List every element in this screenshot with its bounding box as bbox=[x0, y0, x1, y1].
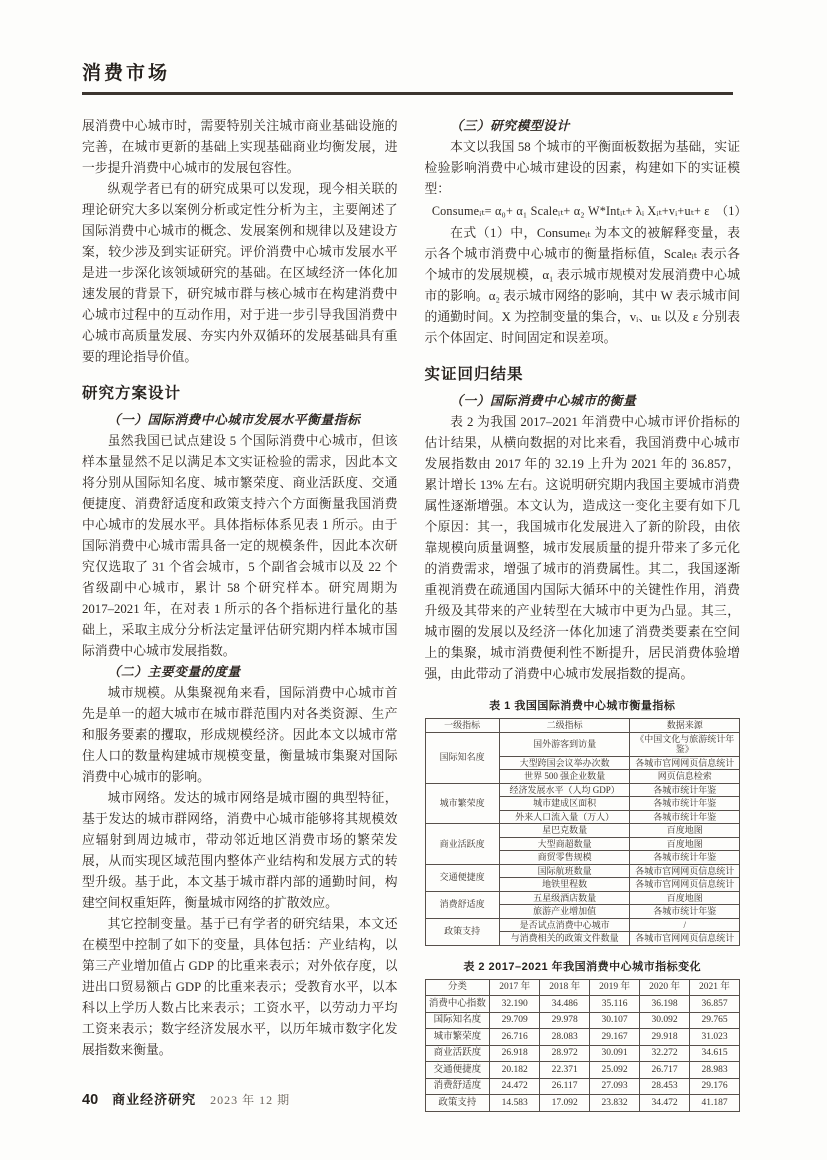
table-cell: 百度地图 bbox=[630, 837, 740, 851]
table-row bbox=[425, 891, 740, 905]
table-cell: 是否试点消费中心城市 bbox=[499, 918, 630, 932]
table-cell: 消费舒适度 bbox=[425, 891, 499, 918]
table-cell: 地铁里程数 bbox=[499, 878, 630, 892]
masthead-rule bbox=[82, 92, 733, 95]
table-row bbox=[425, 1029, 740, 1046]
table-header-cell: 2020 年 bbox=[640, 979, 690, 996]
index-change-table bbox=[425, 979, 741, 1112]
table-cell: 城市建成区面积 bbox=[499, 797, 630, 811]
table-cell: 各城市统计年鉴 bbox=[630, 783, 740, 797]
table-cell: 30.092 bbox=[640, 1012, 690, 1029]
table-cell: 31.023 bbox=[690, 1029, 740, 1046]
table-cell: 城市繁荣度 bbox=[425, 1029, 490, 1046]
table-cell: 国际航班数量 bbox=[499, 864, 630, 878]
paragraph-continuation: 展消费中心城市时，需要特别关注城市商业基础设施的完善，在城市更新的基础上实现基础商业均衡发展，进一步提升消费中心城市的发展包容性。 bbox=[82, 119, 398, 175]
table-cell: 34.615 bbox=[690, 1045, 740, 1062]
table-cell: 旅游产业增加值 bbox=[499, 905, 630, 919]
table-row bbox=[425, 1062, 740, 1079]
table-cell: 各城市统计年鉴 bbox=[630, 905, 740, 919]
table-cell: 各城市官网网页信息统计 bbox=[630, 878, 740, 892]
paragraph-model-intro: 本文以我国 58 个城市的平衡面板数据为基础，实证检验影响消费中心城市建设的因素，构建如下的实证模型： bbox=[424, 140, 740, 196]
table1-caption: 表 1 我国国际消费中心城市衡量指标 bbox=[489, 700, 676, 712]
footer-issue: 2023 年 12 期 bbox=[210, 1093, 291, 1107]
paragraph-city-network: 城市网络。发达的城市网络是城市圈的典型特征，基于发达的城市群网络，消费中心城市能够将其规模效应辐射到周边城市，带动邻近地区消费市场的繁荣发展，从而实现区域范围内整体产业结构和发展方式的转型升级。基于此，本文基于城市群内部的通勤时间，构建空间权重矩阵，衡量城市网络的扩散效应。 bbox=[82, 791, 398, 910]
table-cell: 29.176 bbox=[690, 1078, 740, 1095]
table-header-cell: 2018 年 bbox=[540, 979, 590, 996]
table-cell: 34.486 bbox=[540, 996, 590, 1013]
footer-journal-name: 商业经济研究 bbox=[112, 1092, 197, 1107]
table-cell: 城市繁荣度 bbox=[425, 783, 499, 824]
table-header-cell: 数据来源 bbox=[630, 719, 740, 733]
table-cell: 24.472 bbox=[490, 1078, 540, 1095]
table-cell: 23.832 bbox=[590, 1095, 640, 1112]
table-header-cell: 一级指标 bbox=[425, 719, 499, 733]
table-cell: 29.978 bbox=[540, 1012, 590, 1029]
table-cell: 41.187 bbox=[690, 1095, 740, 1112]
table-cell: 国际知名度 bbox=[425, 732, 499, 783]
table-cell: 14.583 bbox=[490, 1095, 540, 1112]
table-header-cell: 2021 年 bbox=[690, 979, 740, 996]
table-cell: 消费中心指数 bbox=[425, 996, 490, 1013]
table-cell: 五星级酒店数量 bbox=[499, 891, 630, 905]
table-cell: 商业活跃度 bbox=[425, 1045, 490, 1062]
table-row bbox=[425, 824, 740, 838]
table-cell: 32.272 bbox=[640, 1045, 690, 1062]
table-cell: 政策支持 bbox=[425, 1095, 490, 1112]
table-cell: 交通便捷度 bbox=[425, 1062, 490, 1079]
table-cell: 百度地图 bbox=[630, 824, 740, 838]
table-cell: 20.182 bbox=[490, 1062, 540, 1079]
table-cell: 25.092 bbox=[590, 1062, 640, 1079]
table-header-cell: 分类 bbox=[425, 979, 490, 996]
table-cell: 各城市统计年鉴 bbox=[630, 810, 740, 824]
table-cell: 各城市官网网页信息统计 bbox=[630, 864, 740, 878]
table-cell: 各城市官网网页信息统计 bbox=[630, 756, 740, 770]
table-header-cell: 2019 年 bbox=[590, 979, 640, 996]
subsection-heading-4: （一）国际消费中心城市的衡量 bbox=[450, 394, 637, 408]
table-cell: 商贸零售规模 bbox=[499, 851, 630, 865]
table-cell: 36.857 bbox=[690, 996, 740, 1013]
table-row bbox=[425, 996, 740, 1013]
table-cell: 星巴克数量 bbox=[499, 824, 630, 838]
paragraph-overview: 纵观学者已有的研究成果可以发现，现今相关联的理论研究大多以案例分析或定性分析为主，主要阐述了国际消费中心城市的概念、发展案例和规律以及建设方案，较少涉及到实证研究。评价消费中心城市发展水平是进一步深化该领域研究的基础。在区域经济一体化加速发展的背景下，研究城市群与核心城市在构建消费中心城市过程中的互动作用，对于进一步引导我国消费中心城市高质量发展、夯实内外双循环的发展基础具有重要的理论指导价值。 bbox=[82, 182, 398, 364]
table-cell: 30.107 bbox=[590, 1012, 640, 1029]
table-cell: 交通便捷度 bbox=[425, 864, 499, 891]
section-heading-empirical-results: 实证回归结果 bbox=[424, 366, 524, 383]
table-cell: 29.918 bbox=[640, 1029, 690, 1046]
right-column bbox=[424, 116, 747, 1112]
paragraph-model-explain: 在式（1）中，Consumeᵢₜ 为本文的被解释变量，表示各个城市消费中心城市的衡量指标值，Scaleᵢₜ 表示各个城市的发展规模，α₁ 表示城市规模对发展消费中心城市的影响。α₂ 表示城市网络的影响，其中 W 表示城市间的通勤时间。X 为控制变量的集合，vᵢ、uₜ 以及 ε 分别表示个体固定、时间固定和误差项。 bbox=[424, 226, 740, 345]
table-cell: 26.717 bbox=[640, 1062, 690, 1079]
table-row bbox=[425, 1095, 740, 1112]
table-cell: 35.116 bbox=[590, 996, 640, 1013]
table-cell: 26.117 bbox=[540, 1078, 590, 1095]
table-cell: 大型商超数量 bbox=[499, 837, 630, 851]
table-cell: 28.083 bbox=[540, 1029, 590, 1046]
table-cell: 消费舒适度 bbox=[425, 1078, 490, 1095]
table-cell: 政策支持 bbox=[425, 918, 499, 945]
paragraph-city-scale: 城市规模。从集聚视角来看，国际消费中心城市首先是单一的超大城市在城市群范围内对各类资源、生产和服务要素的攫取，形成规模经济。因此本文以城市常住人口的数量构建城市规模变量，衡量城市集聚对国际消费中心城市的影响。 bbox=[82, 686, 398, 784]
table2-caption: 表 2 2017–2021 年我国消费中心城市指标变化 bbox=[463, 960, 702, 973]
table-row bbox=[425, 783, 740, 797]
paragraph-results: 表 2 为我国 2017–2021 年消费中心城市评价指标的估计结果，从横向数据的对比来看，我国消费中心城市发展指数由 2017 年的 32.19 上升为 2021 年的 36.857，累计增长 13% 左右。这说明研究期内我国主要城市消费属性逐渐增强。本文认为，造成这一变化主要有如下几个原因：其一，我国城市化发展进入了新的阶段，由依靠规模向质量调整，城市发展质量的提升带来了多元化的消费需求，增强了城市的消费属性。其二，我国逐渐重视消费在疏通国内国际大循环中的关键性作用，消费升级及其带来的产业转型在大城市中更为凸显。其三，城市圈的发展以及经济一体化加速了消费类要素在空间上的集聚，城市消费便利性不断提升，居民消费体验增强，由此带动了消费中心城市发展指数的提高。 bbox=[424, 415, 740, 681]
table-cell: 27.093 bbox=[590, 1078, 640, 1095]
table-cell: 世界 500 强企业数量 bbox=[499, 770, 630, 784]
table-cell: 各城市统计年鉴 bbox=[630, 797, 740, 811]
table-row bbox=[425, 1012, 740, 1029]
section-heading-research-design: 研究方案设计 bbox=[82, 385, 182, 402]
table-cell: 26.918 bbox=[490, 1045, 540, 1062]
footer-page-number: 40 bbox=[82, 1092, 99, 1108]
table-cell: 34.472 bbox=[640, 1095, 690, 1112]
table-cell: 32.190 bbox=[490, 996, 540, 1013]
table-cell: 国际知名度 bbox=[425, 1012, 490, 1029]
table-row bbox=[425, 1045, 740, 1062]
table-cell: 商业活跃度 bbox=[425, 824, 499, 865]
masthead bbox=[82, 58, 733, 95]
table-cell: 17.092 bbox=[540, 1095, 590, 1112]
table-cell: 29.765 bbox=[690, 1012, 740, 1029]
table-cell: 28.983 bbox=[690, 1062, 740, 1079]
table-cell: 29.709 bbox=[490, 1012, 540, 1029]
paragraph-controls: 其它控制变量。基于已有学者的研究结果，本文还在模型中控制了如下的变量，具体包括：产业结构，以第三产业增加值占 GDP 的比重来表示；对外依存度，以进出口贸易额占 GDP 的比重来表示；受教育水平，以本科以上学历人数占比来表示；工资水平，以劳动力平均工资来表示；数字经济发展水平，以历年城市数字化发展指数来衡量。 bbox=[82, 917, 398, 1057]
table-cell: 30.091 bbox=[590, 1045, 640, 1062]
subsection-heading-3: （三）研究模型设计 bbox=[450, 119, 570, 133]
table-cell: 《中国文化与旅游统计年鉴》 bbox=[630, 732, 740, 756]
two-column-body bbox=[82, 116, 747, 1112]
table-cell: / bbox=[630, 918, 740, 932]
table-cell: 国外游客到访量 bbox=[499, 732, 630, 756]
table-row bbox=[425, 1078, 740, 1095]
table-cell: 大型跨国会议举办次数 bbox=[499, 756, 630, 770]
table-cell: 28.972 bbox=[540, 1045, 590, 1062]
subsection-heading-2: （二）主要变量的度量 bbox=[107, 665, 241, 679]
table-cell: 外来人口流入量（万人） bbox=[499, 810, 630, 824]
page-footer bbox=[82, 1089, 290, 1108]
table-cell: 与消费相关的政策文件数量 bbox=[499, 932, 630, 946]
table-cell: 网页信息检索 bbox=[630, 770, 740, 784]
table-cell: 经济发展水平（人均 GDP） bbox=[499, 783, 630, 797]
table-row bbox=[425, 719, 740, 733]
table-row bbox=[425, 864, 740, 878]
page-section-label: 消费市场 bbox=[82, 63, 171, 84]
table-row bbox=[425, 732, 740, 756]
table-cell: 26.716 bbox=[490, 1029, 540, 1046]
subsection-heading-1: （一）国际消费中心城市发展水平衡量指标 bbox=[107, 413, 361, 427]
table-cell: 36.198 bbox=[640, 996, 690, 1013]
indicator-system-table bbox=[425, 718, 741, 946]
table-cell: 百度地图 bbox=[630, 891, 740, 905]
table-cell: 29.167 bbox=[590, 1029, 640, 1046]
table-header-cell: 二级指标 bbox=[499, 719, 630, 733]
paragraph-indicators: 虽然我国已试点建设 5 个国际消费中心城市，但该样本量显然不足以满足本文实证检验的需求，因此本文将分别从国际知名度、城市繁荣度、商业活跃度、交通便捷度、消费舒适度和政策支持六个方面衡量我国消费中心城市的发展水平。具体指标体系见表 1 所示。由于国际消费中心城市需具备一定的规模条件，因此本次研究仅选取了 31 个省会城市，5 个副省会城市以及 22 个省级副中心城市，累计 58 个研究样本。研究周期为 2017–2021 年，在对表 1 所示的各个指标进行量化的基础上，采取主成分分析法定量评估研究期内样本城市国际消费中心城市发展指数。 bbox=[82, 434, 398, 658]
model-formula: Consumeᵢₜ= α₀+ α₁ Scaleᵢₜ+ α₂ W*Intᵢₜ+ λᵢ Xᵢₜ+vᵢ+uₜ+ ε （1） bbox=[431, 204, 747, 218]
table-row bbox=[425, 918, 740, 932]
table-cell: 各城市官网网页信息统计 bbox=[630, 932, 740, 946]
table-header-cell: 2017 年 bbox=[490, 979, 540, 996]
table-cell: 28.453 bbox=[640, 1078, 690, 1095]
table-row bbox=[425, 979, 740, 996]
left-column bbox=[82, 116, 398, 1112]
table-cell: 22.371 bbox=[540, 1062, 590, 1079]
table-cell: 各城市统计年鉴 bbox=[630, 851, 740, 865]
